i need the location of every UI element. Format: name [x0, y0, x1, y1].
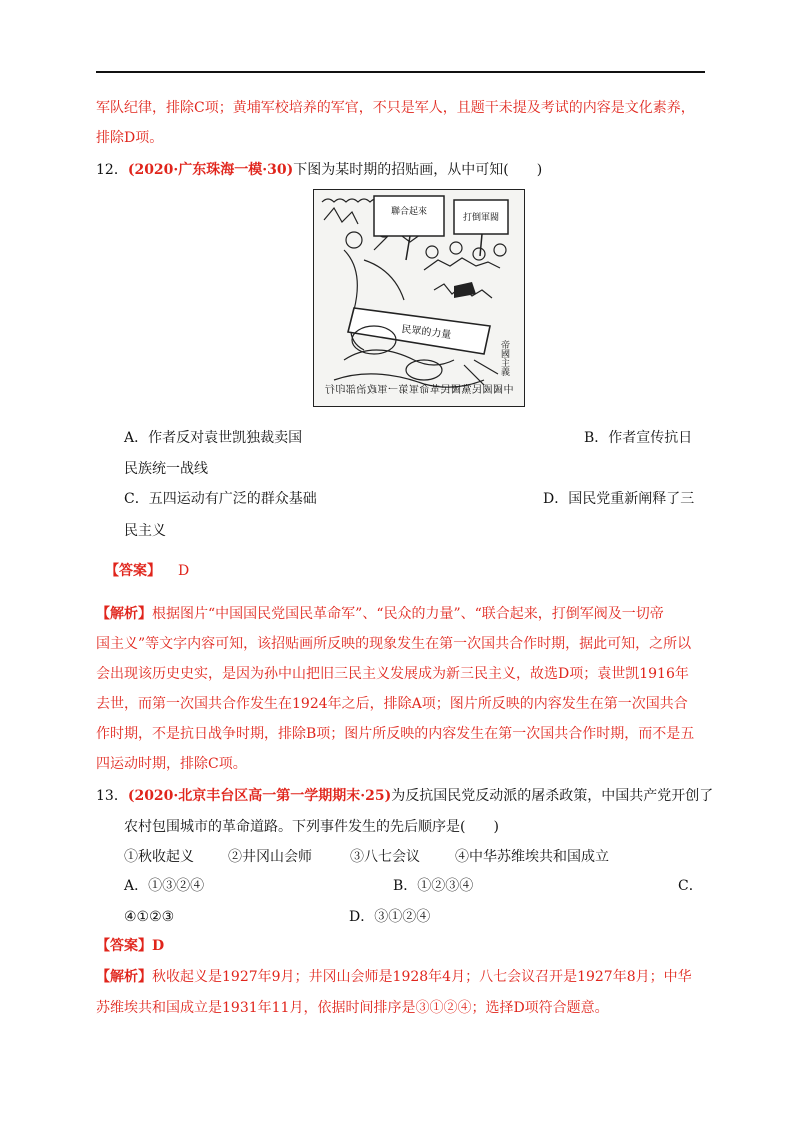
poster-caption: 中國國民黨國民革命軍第一軍政治部印行 [324, 385, 514, 396]
question-text: 下图为某时期的招贴画，从中可知( ) [293, 162, 543, 178]
analysis-12-line-3: 会出现该历史史实，是因为孙中山把旧三民主义发展成为新三民主义，故选D项；袁世凯1916年 [96, 666, 689, 682]
propaganda-poster-figure [313, 189, 525, 407]
option-a-13: A．①③②④ [124, 878, 205, 894]
answer-label-12: 【答案】 [105, 563, 161, 579]
option-b: B．作者宣传抗日 [584, 430, 693, 446]
event-1: ①秋收起义 [124, 849, 194, 865]
question-13-stem [96, 786, 713, 806]
question-13-stem-continued: 农村包围城市的革命道路。下列事件发生的先后顺序是( ) [124, 819, 499, 835]
club-text: 民眾的力量 [400, 324, 452, 342]
option-a: A．作者反对袁世凯独裁卖国 [124, 430, 303, 446]
analysis-12-line-2: 国主义”等文字内容可知，该招贴画所反映的现象发生在第一次国共合作时期，据此可知，之所以 [96, 636, 692, 652]
prev-analysis-line-2: 排除D项。 [96, 130, 164, 146]
question-12-stem [96, 160, 542, 180]
option-d-continued: 民主义 [124, 523, 166, 539]
analysis-13-line-1: 【解析】秋收起义是1927年9月；井冈山会师是1928年4月；八七会议召开是1927年8月；中华 [96, 969, 692, 985]
analysis-label-13: 【解析】 [96, 969, 152, 985]
placard-text-2: 打倒軍閥 [462, 213, 500, 223]
analysis-12-line-1: 【解析】根据图片“中国国民党国民革命军”、“民众的力量”、“联合起来，打倒军阀及一切帝 [96, 606, 664, 622]
question-number: 13． [96, 788, 128, 804]
option-c-13: C． [678, 878, 703, 894]
question-text: 为反抗国民党反动派的屠杀政策，中国共产党开创了 [391, 788, 714, 804]
event-4: ④中华苏维埃共和国成立 [455, 849, 609, 865]
analysis-12-line-6: 四运动时期，排除C项。 [96, 756, 247, 772]
prev-analysis-line-1: 军队纪律，排除C项；黄埔军校培养的军官，不只是军人，且题干未提及考试的内容是文化素养， [96, 100, 695, 116]
header-rule [96, 71, 705, 73]
answer-value-13: D [152, 938, 165, 954]
analysis-12-line-5: 作时期，不是抗日战争时期，排除B项；图片所反映的内容发生在第一次国共合作时期，而不是五 [96, 726, 695, 742]
option-d: D．国民党重新阐释了三 [543, 491, 695, 507]
option-c-13-value: ④①②③ [124, 909, 175, 925]
option-b-13: B．①②③④ [393, 878, 474, 894]
answer-value-12: D [178, 563, 190, 579]
analysis-12-line-4: 去世，而第一次国共合作发生在1924年之后，排除A项；图片所反映的内容发生在第一次国共合 [96, 696, 688, 712]
question-source: (2020·广东珠海一模·30) [127, 162, 294, 178]
event-2: ②井冈山会师 [228, 849, 312, 865]
placard-text-1: 聯合起來 [390, 207, 428, 217]
analysis-label-12: 【解析】 [96, 606, 152, 622]
option-b-continued: 民族统一战线 [124, 461, 208, 477]
option-d-13: D．③①②④ [349, 909, 431, 925]
answer-label-13: 【答案】 [96, 938, 152, 954]
question-source: (2020·北京丰台区高一第一学期期末·25) [127, 788, 392, 804]
question-number: 12． [96, 162, 128, 178]
analysis-13-line-2: 苏维埃共和国成立是1931年11月，依据时间排序是③①②④；选择D项符合题意。 [96, 1000, 609, 1016]
option-c: C．五四运动有广泛的群众基础 [124, 491, 317, 507]
imperialism-label: 帝國主義 [499, 340, 509, 376]
event-3: ③八七会议 [350, 849, 420, 865]
answer-13 [96, 936, 164, 956]
